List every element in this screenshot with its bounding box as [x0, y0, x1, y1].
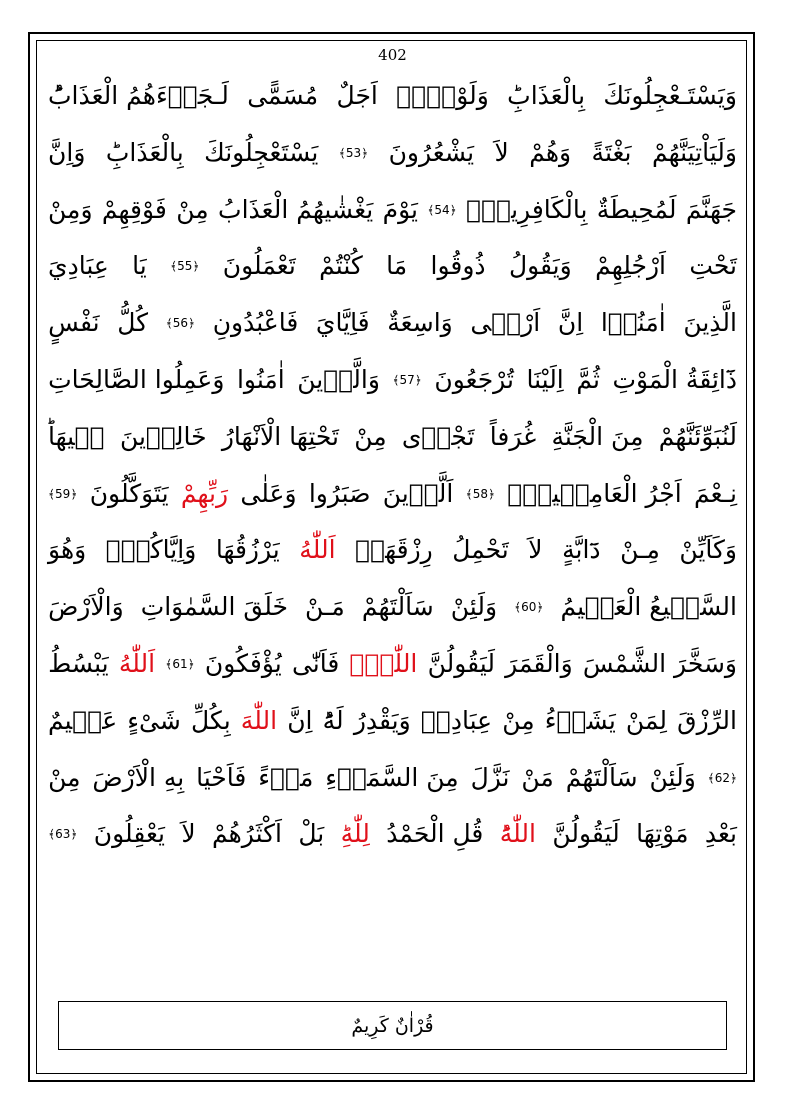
word: مَنْ — [521, 762, 554, 792]
word: اَرْجُلِهِمْ — [595, 251, 666, 281]
word: لِمَنْ — [625, 705, 668, 735]
word: بَغْتَةً — [591, 137, 632, 167]
word: فَوْقِهِمْ — [101, 194, 167, 224]
word: بِكُلِّ — [190, 705, 231, 735]
ayah-number-marker: ﴿62﴾ — [707, 770, 737, 785]
word: وَاِنَّ — [48, 137, 86, 167]
word: مِنَ السَّمَاۤءِ — [325, 762, 459, 792]
word: يُؤْفَكُونَ — [204, 648, 282, 678]
word: وَيَسْتَـعْجِلُونَكَ — [603, 81, 737, 110]
word: الَّذِينَ — [683, 308, 737, 338]
word: يَعْقِلُونَ — [93, 819, 165, 849]
divine-name: اللّٰهُۚ — [349, 648, 418, 678]
word: نَزَّلَ — [470, 762, 510, 792]
word: وَالْاَرْضَ — [48, 592, 124, 622]
word: وَمِنْ — [48, 194, 93, 224]
text-line — [48, 750, 737, 807]
text-line — [48, 238, 737, 295]
word: سَاَلْتَهُمْ — [565, 762, 638, 792]
page-number: 402 — [378, 46, 407, 64]
word: اِلَيْنَا — [526, 364, 564, 394]
word: ثُمَّ — [576, 364, 600, 394]
word: وَلَئِنْ — [649, 762, 696, 792]
word: يَتَوَكَّلُونَ — [89, 478, 169, 508]
word: تَجْرٖى — [401, 421, 475, 451]
text-line — [48, 409, 737, 466]
word: تَعْمَلُونَ — [222, 251, 296, 281]
word: اِنَّ — [287, 705, 313, 735]
word: وَاسِعَةٌ — [387, 308, 453, 338]
word: كُلُّ — [117, 308, 149, 338]
text-line — [48, 295, 737, 352]
word: يَسْتَعْجِلُونَكَ — [204, 137, 319, 167]
word: اِنَّ — [557, 308, 584, 338]
word: وَالَّذٖينَ — [297, 364, 380, 394]
word: تَحْتِهَا الْاَنْهَارُ — [221, 421, 339, 451]
word: بِالْعَذَابِؕ — [105, 137, 184, 167]
word: عِبَادِيَ — [48, 251, 109, 281]
word: كُنْتُمْ — [319, 251, 363, 281]
word: اَلَّذٖينَ — [382, 478, 454, 508]
quran-text-block — [48, 68, 737, 863]
word: سَاَلْتَهُمْ — [361, 592, 434, 622]
divine-name: رَبِّهِمْ — [180, 478, 229, 508]
word: نَفْسٍ — [48, 308, 100, 338]
word: اَرْضٖى — [470, 308, 541, 338]
ayah-number-marker: ﴿59﴾ — [48, 486, 78, 501]
word: فٖيهَاؕ — [48, 421, 105, 451]
word: يَشَاۤءُ — [544, 705, 616, 735]
word: يَا — [132, 251, 147, 281]
text-line — [48, 806, 737, 863]
word: عَلٖيمٌ — [48, 705, 118, 735]
word: وَالْقَمَرَ — [505, 648, 573, 678]
word: مِنَ الْجَنَّةِ — [551, 421, 644, 451]
word: فَاعْبُدُونِ — [212, 308, 299, 338]
word: تُرْجَعُونَ — [434, 364, 514, 394]
word: بِالْكَافِرِينَۙ — [466, 194, 588, 224]
word: بِهِ الْاَرْضَ — [92, 762, 185, 792]
text-line — [48, 693, 737, 750]
word: بَلْ — [298, 819, 325, 849]
text-line — [48, 466, 737, 523]
word: لاَ — [528, 535, 543, 565]
word: السَّمٖيعُ الْعَلٖيمُ — [560, 592, 737, 622]
divine-name: لِلّٰهِؕ — [340, 819, 370, 849]
word: لَيَقُولُنَّ — [427, 648, 495, 678]
word: لَهُؕ — [322, 705, 344, 735]
word: لَنُبَوِّئَنَّهُمْ — [658, 421, 737, 451]
word: يَوْمَ — [382, 194, 418, 224]
divine-name: اَللّٰهُ — [118, 648, 156, 678]
word: يَغْشٰيهُمُ الْعَذَابُ — [218, 194, 374, 224]
word: وَهُمْ — [529, 137, 572, 167]
word: وَيَقُولُ — [508, 251, 572, 281]
word: تَحْتِ — [689, 251, 737, 281]
text-line — [48, 352, 737, 409]
ayah-number-marker: ﴿55﴾ — [170, 259, 200, 274]
word: اٰمَنُوۤا — [600, 308, 666, 338]
word: وَلَئِنْ — [450, 592, 498, 622]
ayah-number-marker: ﴿54﴾ — [427, 202, 457, 217]
divine-name: اللّٰهَ — [240, 705, 278, 735]
ayah-number-marker: ﴿53﴾ — [338, 145, 369, 160]
word: يَرْزُقُهَا — [215, 535, 280, 565]
word: صَبَرُوا — [308, 478, 371, 508]
text-line — [48, 125, 737, 182]
word: مَا — [386, 251, 408, 281]
word: وَهُوَ — [48, 535, 87, 565]
text-line — [48, 68, 737, 125]
word: وَعَلٰى — [240, 478, 297, 508]
text-line — [48, 522, 737, 579]
word: اَكْثَرُهُمْ — [211, 819, 282, 849]
text-line — [48, 182, 737, 239]
word: وَيَقْدِرُ — [353, 705, 411, 735]
word: لاَ — [181, 819, 196, 849]
word: يَبْسُطُ — [48, 648, 109, 678]
word: مِنْ — [502, 705, 535, 735]
ayah-number-marker: ﴿60﴾ — [514, 600, 544, 615]
word: مِنْ — [48, 762, 81, 792]
word: مَـنْ — [305, 592, 345, 622]
word: لَمُحِيطَةٌ — [596, 194, 677, 224]
footer-label: قُرْاٰنٌ كَرِيمٌ — [351, 1014, 434, 1037]
word: اٰمَنُوا — [236, 364, 285, 394]
word: اَجَلٌ — [336, 81, 378, 110]
word: وَكَاَيِّنْ — [679, 535, 737, 565]
text-line — [48, 579, 737, 636]
divine-name: اَللّٰهُ — [299, 535, 336, 565]
word: وَلَيَاْتِيَنَّهُمْ — [651, 137, 737, 167]
word: مَاۤءً — [258, 762, 314, 792]
divine-name: اللّٰهُؕ — [499, 819, 536, 849]
word: قُلِ الْحَمْدُ — [386, 819, 484, 849]
word: عِبَادِهٖ — [420, 705, 493, 735]
ayah-number-marker: ﴿56﴾ — [165, 316, 196, 331]
word: لاَ — [494, 137, 509, 167]
ayah-number-marker: ﴿57﴾ — [392, 372, 422, 387]
ayah-number-marker: ﴿58﴾ — [465, 486, 496, 501]
word: بَعْدِ — [704, 819, 737, 849]
word: وَسَخَّرَ الشَّمْسَ — [582, 648, 737, 678]
word: فَاِيَّايَ — [315, 308, 370, 338]
word: مَوْتِهَا — [636, 819, 689, 849]
word: فَاَحْيَا — [196, 762, 247, 792]
word: رِزْقَهَاۗ — [355, 535, 433, 565]
word: مِنْ — [176, 194, 209, 224]
word: بِالْعَذَابِؕ — [507, 81, 586, 110]
word: فَاَنّٰى — [291, 648, 340, 678]
word: لَـجَاۤءَهُمُ الْعَذَابُؕ — [48, 81, 229, 110]
word: ذَٓائِقَةُ الْمَوْتِ — [612, 364, 737, 394]
word: خَلَقَ السَّمٰوَاتِ — [140, 592, 288, 622]
word: يَشْعُرُونَ — [388, 137, 475, 167]
word: نِـعْمَ — [694, 478, 737, 508]
footer-box — [58, 1001, 727, 1050]
word: اَجْرُ الْعَامِلٖينَۗ — [507, 478, 682, 508]
word: مُسَمًّى — [247, 81, 319, 110]
word: دَٓابَّةٍ — [562, 535, 601, 565]
word: ذُوقُوا — [430, 251, 486, 281]
word: شَیْءٍ — [127, 705, 181, 735]
word: الرِّزْقَ — [677, 705, 737, 735]
word: خَالِدٖينَ — [119, 421, 207, 451]
word: مِنْ — [354, 421, 387, 451]
word: مِـنْ — [620, 535, 660, 565]
ayah-number-marker: ﴿63﴾ — [48, 827, 78, 842]
text-line — [48, 636, 737, 693]
word: وَاِيَّاكُمْۘ — [105, 535, 197, 565]
word: جَهَنَّمَ — [685, 194, 737, 224]
ayah-number-marker: ﴿61﴾ — [165, 656, 195, 671]
word: تَحْمِلُ — [452, 535, 509, 565]
word: غُرَفاً — [489, 421, 537, 451]
word: وَعَمِلُوا الصَّالِحَاتِ — [48, 364, 225, 394]
word: لَيَقُولُنَّ — [552, 819, 620, 849]
word: وَلَوْلَاۤ — [396, 81, 489, 110]
